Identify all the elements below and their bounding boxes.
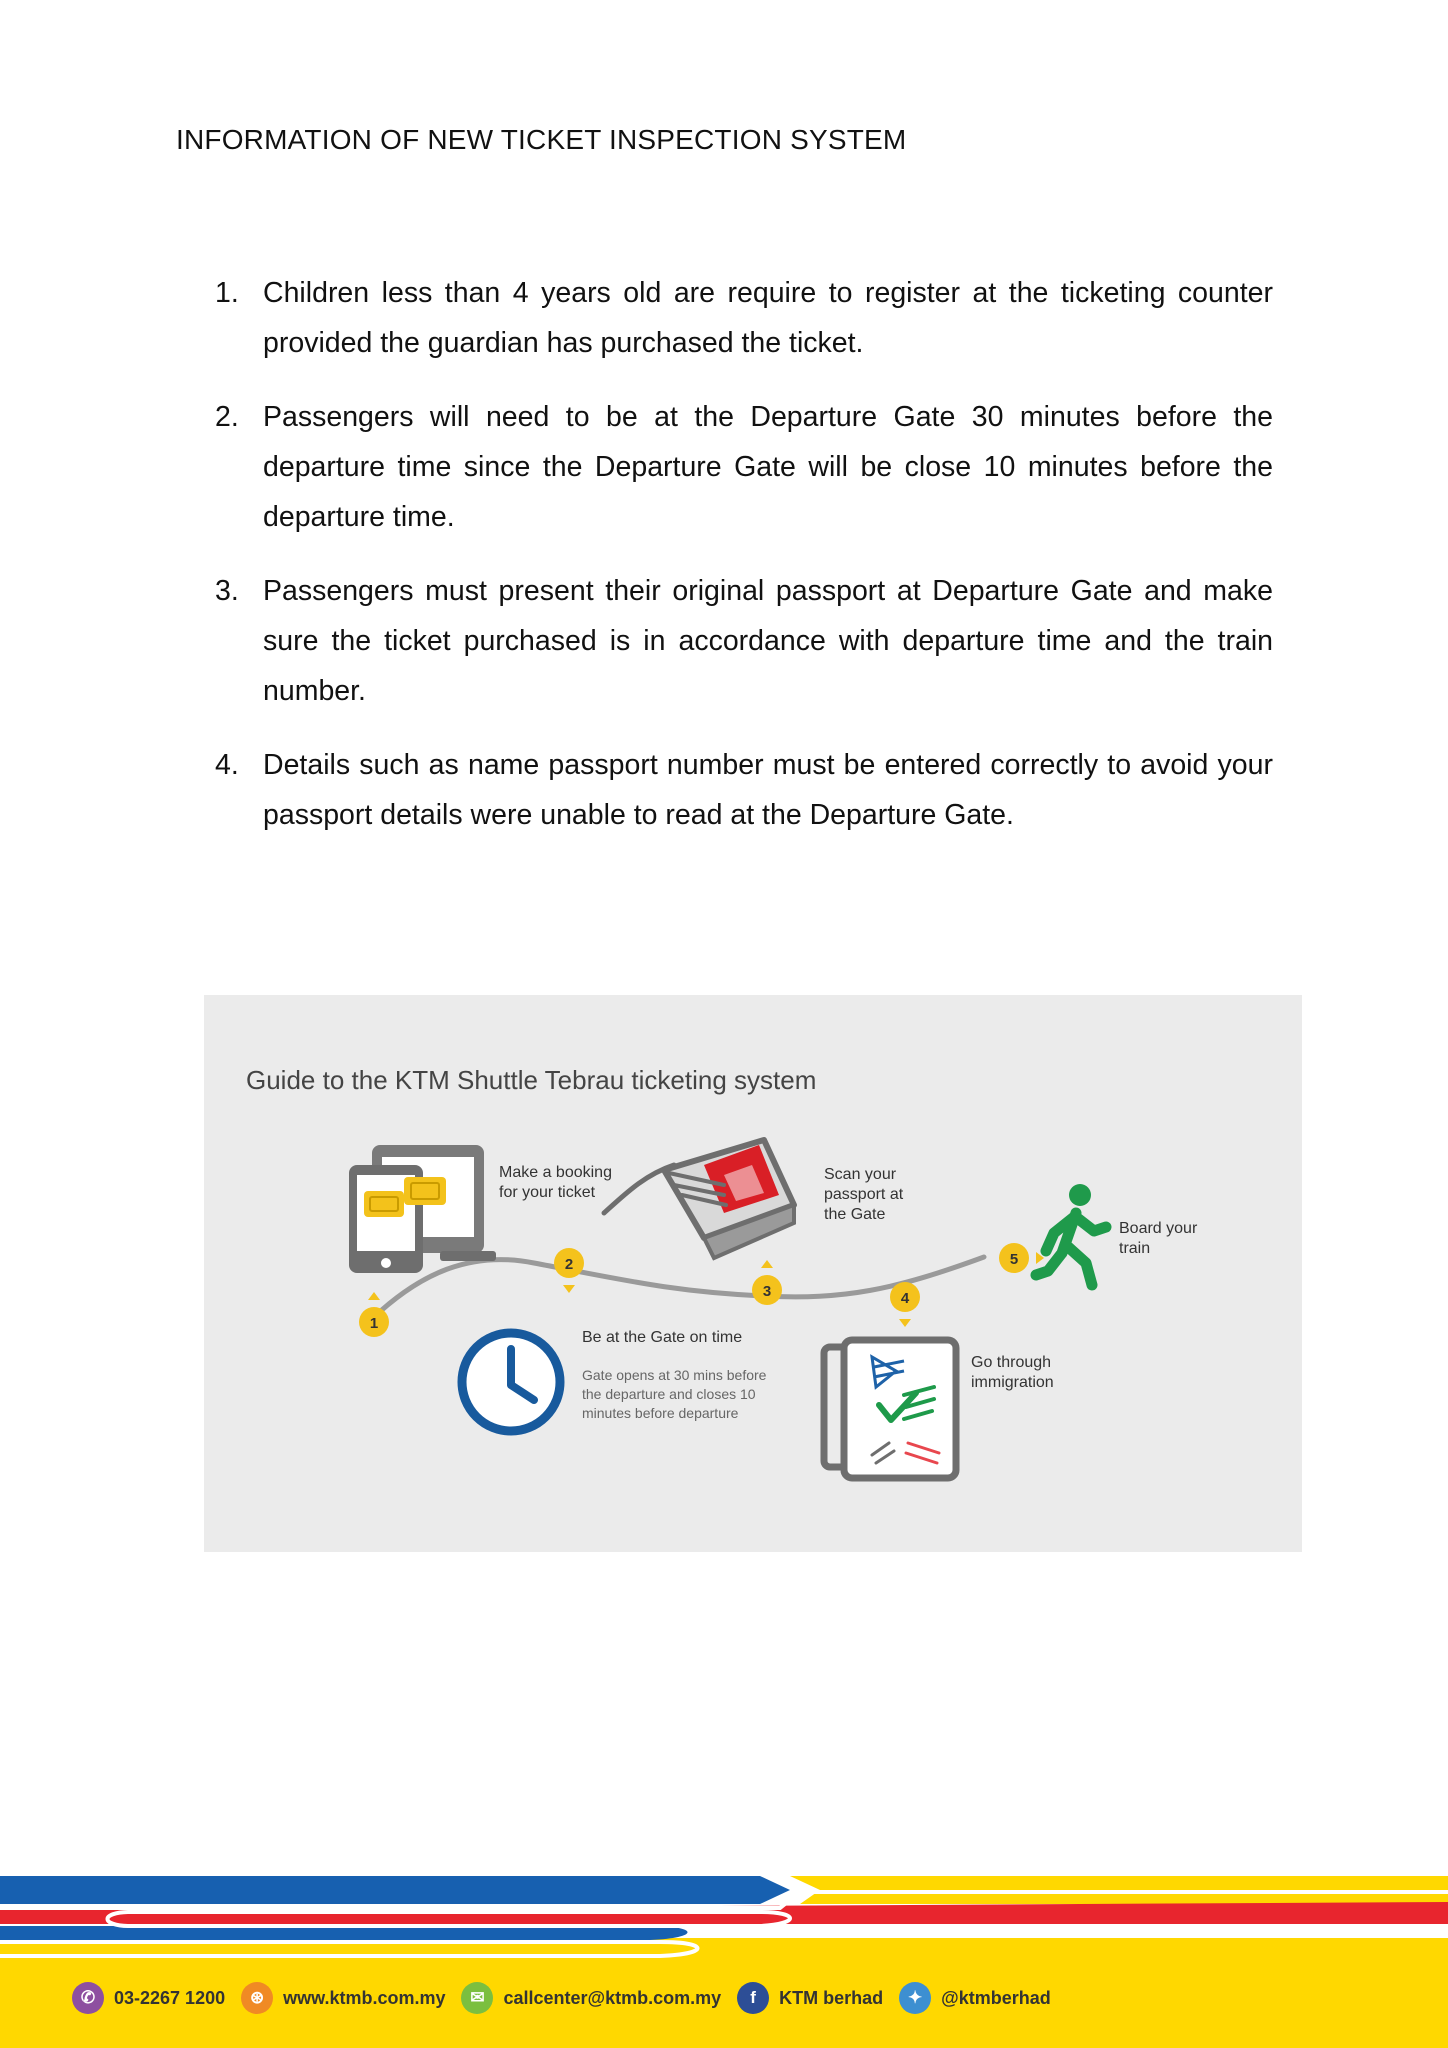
step-marker-label: 1 [369, 1315, 379, 1332]
passport-stamp-icon [824, 1340, 956, 1478]
clock-icon [462, 1333, 560, 1431]
step-marker-2 [554, 1248, 584, 1293]
walking-person-icon [1036, 1184, 1106, 1285]
contact-text: callcenter@ktmb.com.my [503, 1987, 722, 2008]
step-marker-label: 5 [1009, 1251, 1019, 1268]
web-icon: ⊛ [241, 1982, 273, 2014]
step-label: Scan your passport at the Gate [824, 1166, 904, 1223]
page-title: INFORMATION OF NEW TICKET INSPECTION SYSTEM [176, 124, 907, 155]
passport-scanner-icon [604, 1140, 794, 1258]
rule-item [215, 566, 1273, 716]
booking-devices-icon [349, 1145, 496, 1273]
rules-list [215, 268, 1273, 864]
step-marker-3 [752, 1260, 782, 1305]
footer-contacts [72, 1982, 1067, 2014]
step-marker-label: 3 [762, 1283, 772, 1300]
contact-facebook[interactable] [737, 1982, 883, 2014]
step-detail: Gate opens at 30 mins before the departure and closes 10 minutes before departure [582, 1367, 767, 1421]
contact-text: KTM berhad [779, 1987, 884, 2008]
contact-website[interactable] [241, 1982, 445, 2014]
step-label: Be at the Gate on time [582, 1329, 743, 1346]
step-marker-1 [359, 1292, 389, 1337]
footer [0, 1868, 1448, 2048]
step-label: Go through immigration [971, 1354, 1054, 1391]
contact-phone[interactable] [72, 1982, 225, 2014]
facebook-icon: f [737, 1982, 769, 2014]
rule-number: 2. [215, 401, 239, 433]
journey-path [374, 1257, 984, 1317]
contact-email[interactable] [461, 1982, 721, 2014]
phone-icon: ✆ [72, 1982, 104, 2014]
rule-number: 4. [215, 749, 239, 781]
rule-text: Passengers must present their original passport at Departure Gate and make sure the ticket purchased is in accordance with departure time and the train number. [263, 575, 1273, 707]
step-marker-label: 4 [900, 1290, 910, 1307]
rule-text: Passengers will need to be at the Departure Gate 30 minutes before the departure time since the Departure Gate will be close 10 minutes before the departure time. [263, 401, 1273, 533]
step-marker-5 [999, 1243, 1044, 1273]
rule-item [215, 740, 1273, 840]
contact-twitter[interactable] [899, 1982, 1051, 2014]
twitter-icon: ✦ [899, 1982, 931, 2014]
contact-text: www.ktmb.com.my [283, 1987, 446, 2008]
step-marker-label: 2 [564, 1256, 574, 1273]
ticketing-guide-infographic [204, 995, 1302, 1552]
rule-text: Details such as name passport number must be entered correctly to avoid your passport details were unable to read at the Departure Gate. [263, 749, 1273, 831]
rule-item [215, 392, 1273, 542]
contact-text: 03-2267 1200 [114, 1987, 226, 2008]
rule-number: 3. [215, 575, 239, 607]
contact-text: @ktmberhad [941, 1987, 1051, 2008]
step-label: Board your train [1119, 1220, 1198, 1257]
rule-item [215, 268, 1273, 368]
infographic-title: Guide to the KTM Shuttle Tebrau ticketing system [246, 1065, 817, 1095]
rule-text: Children less than 4 years old are require to register at the ticketing counter provided the guardian has purchased the ticket. [263, 277, 1273, 359]
step-label: Make a booking for your ticket [499, 1164, 612, 1201]
step-marker-4 [890, 1282, 920, 1327]
rule-number: 1. [215, 277, 239, 309]
mail-icon: ✉ [461, 1982, 493, 2014]
